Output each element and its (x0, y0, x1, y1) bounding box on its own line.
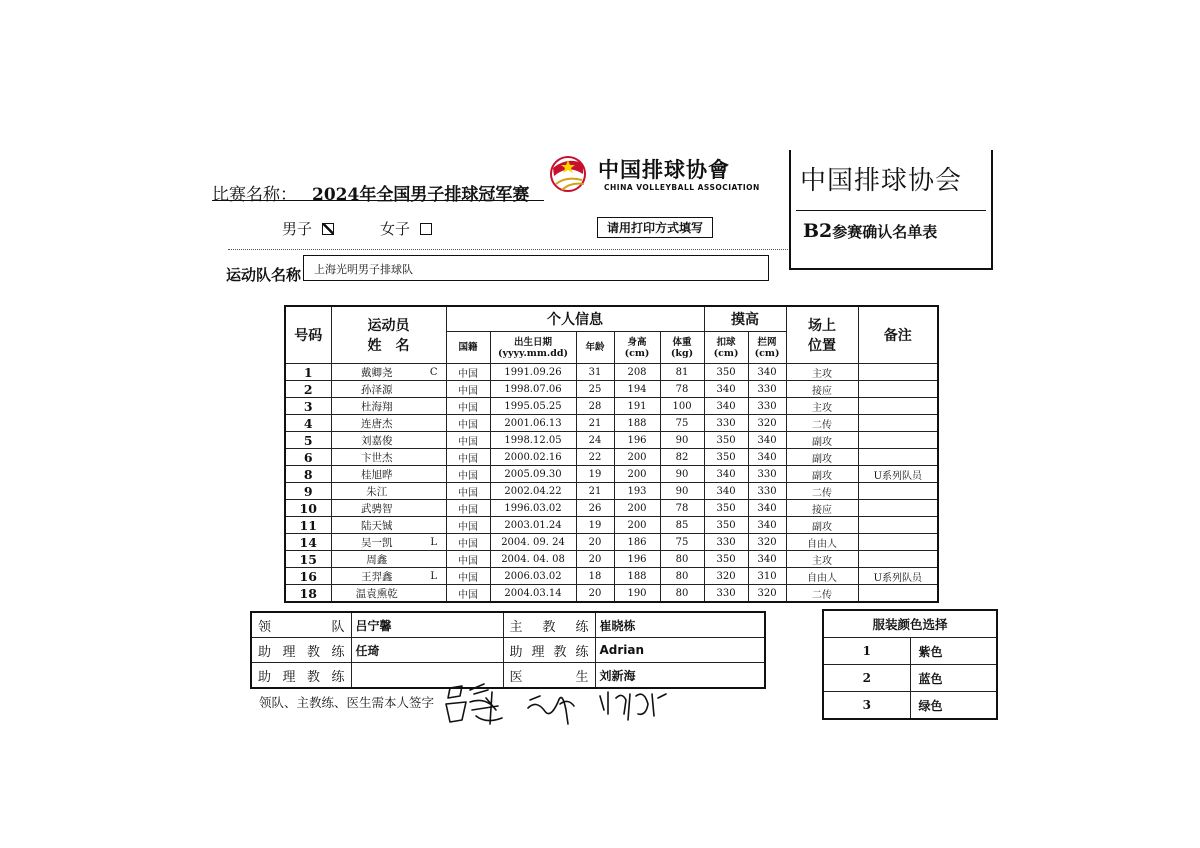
player-spike-reach: 340 (704, 483, 748, 500)
uniform-color-name: 蓝色 (910, 665, 997, 692)
header-personal-info: 个人信息 (446, 306, 704, 332)
player-number: 16 (285, 568, 331, 585)
player-name: 陆天铖 (331, 517, 422, 534)
header-spike-line2: (cm) (713, 347, 739, 359)
player-name: 温袁熏乾 (331, 585, 422, 603)
staff-row (251, 612, 765, 638)
header-athlete-line1: 运动员 (367, 318, 410, 334)
player-weight: 80 (660, 568, 704, 585)
uniform-color-title: 服装颜色选择 (823, 610, 997, 638)
player-position: 二传 (786, 483, 858, 500)
player-birth-date: 2001.06.13 (490, 415, 576, 432)
player-name: 卞世杰 (331, 449, 422, 466)
player-flag (422, 449, 446, 466)
form-title-text: 参赛确认名单表 (832, 223, 938, 241)
player-birth-date: 2004. 09. 24 (490, 534, 576, 551)
player-number: 9 (285, 483, 331, 500)
player-flag (422, 381, 446, 398)
player-position: 主攻 (786, 364, 858, 381)
staff-table (250, 611, 766, 689)
team-name-label: 运动队名称 (226, 266, 302, 284)
player-number: 5 (285, 432, 331, 449)
player-height: 194 (614, 381, 660, 398)
player-block-reach: 320 (748, 585, 786, 603)
player-weight: 100 (660, 398, 704, 415)
table-row (285, 500, 938, 517)
player-birth-date: 1991.09.26 (490, 364, 576, 381)
player-block-reach: 320 (748, 415, 786, 432)
player-remark (858, 551, 938, 568)
player-nationality: 中国 (446, 568, 490, 585)
player-remark (858, 364, 938, 381)
player-number: 18 (285, 585, 331, 603)
player-block-reach: 340 (748, 551, 786, 568)
team-name-value: 上海光明男子排球队 (314, 263, 413, 276)
player-nationality: 中国 (446, 381, 490, 398)
staff-role: 助理教练 (251, 663, 351, 689)
player-nationality: 中国 (446, 551, 490, 568)
player-nationality: 中国 (446, 483, 490, 500)
roster-body (285, 364, 938, 603)
player-number: 4 (285, 415, 331, 432)
player-remark (858, 500, 938, 517)
uniform-color-name: 紫色 (910, 638, 997, 665)
player-name: 刘嘉俊 (331, 432, 422, 449)
player-flag: C (422, 364, 446, 381)
player-block-reach: 340 (748, 432, 786, 449)
team-name-field[interactable] (303, 255, 769, 281)
player-remark (858, 483, 938, 500)
female-checkbox[interactable] (420, 223, 432, 235)
player-height: 188 (614, 568, 660, 585)
player-spike-reach: 330 (704, 415, 748, 432)
signature-instruction: 领队、主教练、医生需本人签字 (259, 695, 435, 710)
player-age: 19 (576, 517, 614, 534)
staff-name: 吕宁馨 (351, 612, 503, 638)
header-nationality: 国籍 (446, 332, 490, 364)
header-height-line1: 身高 (627, 336, 647, 348)
uniform-color-row (823, 665, 997, 692)
player-spike-reach: 330 (704, 585, 748, 603)
player-flag (422, 551, 446, 568)
player-position: 二传 (786, 415, 858, 432)
player-name: 桂旭晔 (331, 466, 422, 483)
uniform-color-number: 2 (823, 665, 910, 692)
player-flag: L (422, 568, 446, 585)
header-number: 号码 (285, 306, 331, 364)
player-birth-date: 2006.03.02 (490, 568, 576, 585)
staff-body (251, 612, 765, 688)
player-spike-reach: 350 (704, 551, 748, 568)
form-code: B2 (803, 220, 833, 242)
player-number: 11 (285, 517, 331, 534)
player-height: 200 (614, 449, 660, 466)
staff-role: 助理教练 (503, 638, 595, 663)
male-checkbox[interactable] (322, 223, 334, 235)
table-row (285, 364, 938, 381)
player-spike-reach: 350 (704, 432, 748, 449)
table-row (285, 398, 938, 415)
player-block-reach: 340 (748, 500, 786, 517)
competition-name: 2024年全国男子排球冠军赛 (312, 185, 530, 205)
table-row (285, 415, 938, 432)
header-block-line1: 拦网 (757, 336, 777, 348)
player-weight: 82 (660, 449, 704, 466)
player-flag (422, 466, 446, 483)
header-weight (660, 332, 704, 364)
player-height: 186 (614, 534, 660, 551)
print-instruction: 请用打印方式填写 (597, 217, 713, 238)
player-remark (858, 517, 938, 534)
player-block-reach: 330 (748, 381, 786, 398)
table-row (285, 432, 938, 449)
player-age: 28 (576, 398, 614, 415)
player-spike-reach: 320 (704, 568, 748, 585)
gender-female-label: 女子 (380, 220, 411, 238)
header-weight-line2: (kg) (670, 347, 694, 359)
brand-divider (796, 210, 986, 211)
player-age: 20 (576, 551, 614, 568)
player-position: 副攻 (786, 466, 858, 483)
player-flag (422, 483, 446, 500)
player-flag (422, 398, 446, 415)
player-nationality: 中国 (446, 364, 490, 381)
uniform-color-name: 绿色 (910, 692, 997, 720)
player-nationality: 中国 (446, 466, 490, 483)
header-remarks: 备注 (858, 306, 938, 364)
org-name: 中国排球协会 (800, 166, 963, 196)
player-number: 1 (285, 364, 331, 381)
player-spike-reach: 350 (704, 517, 748, 534)
player-height: 200 (614, 466, 660, 483)
player-age: 20 (576, 534, 614, 551)
header-position-line1: 场上 (808, 318, 837, 334)
header-athlete (331, 306, 446, 364)
player-age: 22 (576, 449, 614, 466)
player-age: 21 (576, 415, 614, 432)
player-spike-reach: 340 (704, 381, 748, 398)
staff-role: 领队 (251, 612, 351, 638)
player-position: 接应 (786, 381, 858, 398)
player-remark: U系列队员 (858, 568, 938, 585)
player-birth-date: 2005.09.30 (490, 466, 576, 483)
player-height: 191 (614, 398, 660, 415)
header-birth (490, 332, 576, 364)
header-height-line2: (cm) (624, 347, 650, 359)
player-block-reach: 340 (748, 364, 786, 381)
player-age: 21 (576, 483, 614, 500)
player-name: 武骋智 (331, 500, 422, 517)
player-position: 副攻 (786, 449, 858, 466)
player-flag (422, 585, 446, 603)
player-position: 主攻 (786, 551, 858, 568)
header-athlete-line2: 姓 名 (367, 338, 410, 354)
player-spike-reach: 350 (704, 364, 748, 381)
player-birth-date: 2002.04.22 (490, 483, 576, 500)
player-weight: 81 (660, 364, 704, 381)
logo-chinese-text: 中国排球协會 (598, 157, 730, 182)
header-block-line2: (cm) (754, 347, 780, 359)
player-nationality: 中国 (446, 415, 490, 432)
player-number: 10 (285, 500, 331, 517)
player-position: 接应 (786, 500, 858, 517)
player-weight: 75 (660, 534, 704, 551)
player-remark (858, 398, 938, 415)
player-age: 19 (576, 466, 614, 483)
player-weight: 78 (660, 381, 704, 398)
player-block-reach: 330 (748, 398, 786, 415)
player-flag (422, 517, 446, 534)
player-nationality: 中国 (446, 534, 490, 551)
logo-english-text: CHINA VOLLEYBALL ASSOCIATION (604, 183, 760, 192)
player-nationality: 中国 (446, 398, 490, 415)
uniform-color-number: 3 (823, 692, 910, 720)
staff-role: 助理教练 (251, 638, 351, 663)
form-title (803, 220, 937, 242)
player-block-reach: 340 (748, 449, 786, 466)
player-spike-reach: 340 (704, 466, 748, 483)
player-age: 31 (576, 364, 614, 381)
player-position: 主攻 (786, 398, 858, 415)
header-position-line2: 位置 (808, 338, 837, 354)
gender-male (282, 218, 334, 239)
player-birth-date: 1995.05.25 (490, 398, 576, 415)
player-birth-date: 1998.07.06 (490, 381, 576, 398)
table-row (285, 568, 938, 585)
player-birth-date: 1996.03.02 (490, 500, 576, 517)
player-remark (858, 534, 938, 551)
player-spike-reach: 340 (704, 398, 748, 415)
competition-underline (212, 200, 544, 201)
header-weight-line1: 体重 (672, 336, 692, 348)
player-flag (422, 500, 446, 517)
header-age: 年龄 (576, 332, 614, 364)
player-remark (858, 432, 938, 449)
player-name: 戴卿尧 (331, 364, 422, 381)
player-spike-reach: 350 (704, 500, 748, 517)
player-height: 200 (614, 500, 660, 517)
player-block-reach: 330 (748, 483, 786, 500)
player-nationality: 中国 (446, 449, 490, 466)
player-height: 196 (614, 551, 660, 568)
table-row (285, 466, 938, 483)
table-row (285, 534, 938, 551)
player-birth-date: 2003.01.24 (490, 517, 576, 534)
player-remark (858, 415, 938, 432)
player-flag (422, 415, 446, 432)
roster-table (284, 305, 939, 603)
player-nationality: 中国 (446, 500, 490, 517)
player-number: 14 (285, 534, 331, 551)
header-reach: 摸高 (704, 306, 786, 332)
uniform-color-table (822, 609, 998, 720)
player-position: 自由人 (786, 534, 858, 551)
player-name: 孙泽源 (331, 381, 422, 398)
uniform-color-row (823, 692, 997, 720)
header-height (614, 332, 660, 364)
player-weight: 80 (660, 585, 704, 603)
header-birth-line1: 出生日期 (513, 336, 552, 348)
handwritten-signatures-icon (440, 680, 680, 730)
staff-role: 主教练 (503, 612, 595, 638)
uniform-color-number: 1 (823, 638, 910, 665)
player-weight: 90 (660, 432, 704, 449)
staff-name: Adrian (595, 638, 765, 663)
player-height: 188 (614, 415, 660, 432)
player-weight: 80 (660, 551, 704, 568)
table-row (285, 483, 938, 500)
player-birth-date: 1998.12.05 (490, 432, 576, 449)
player-age: 18 (576, 568, 614, 585)
table-row (285, 551, 938, 568)
player-height: 190 (614, 585, 660, 603)
table-row (285, 381, 938, 398)
staff-name: 崔晓栋 (595, 612, 765, 638)
header-block (748, 332, 786, 364)
player-flag (422, 432, 446, 449)
player-remark (858, 585, 938, 603)
table-row (285, 517, 938, 534)
player-nationality: 中国 (446, 585, 490, 603)
table-row (285, 585, 938, 603)
player-position: 副攻 (786, 517, 858, 534)
staff-name: 刘新海 (595, 663, 765, 689)
player-block-reach: 330 (748, 466, 786, 483)
player-height: 200 (614, 517, 660, 534)
player-name: 朱江 (331, 483, 422, 500)
player-flag: L (422, 534, 446, 551)
uniform-color-body (823, 638, 997, 720)
player-number: 15 (285, 551, 331, 568)
player-height: 193 (614, 483, 660, 500)
staff-name: 任琦 (351, 638, 503, 663)
header-spike (704, 332, 748, 364)
player-position: 二传 (786, 585, 858, 603)
player-birth-date: 2004. 04. 08 (490, 551, 576, 568)
player-spike-reach: 350 (704, 449, 748, 466)
player-position: 自由人 (786, 568, 858, 585)
player-remark (858, 381, 938, 398)
player-position: 副攻 (786, 432, 858, 449)
player-height: 208 (614, 364, 660, 381)
uniform-color-row (823, 638, 997, 665)
player-birth-date: 2000.02.16 (490, 449, 576, 466)
player-weight: 78 (660, 500, 704, 517)
player-age: 20 (576, 585, 614, 603)
player-nationality: 中国 (446, 517, 490, 534)
player-name: 连唐杰 (331, 415, 422, 432)
player-weight: 90 (660, 466, 704, 483)
player-name: 吴一凯 (331, 534, 422, 551)
player-name: 周鑫 (331, 551, 422, 568)
dotted-divider (228, 249, 788, 250)
header-spike-line1: 扣球 (716, 336, 736, 348)
table-row (285, 449, 938, 466)
player-name: 杜海翔 (331, 398, 422, 415)
header-birth-line2: (yyyy.mm.dd) (498, 347, 568, 359)
player-remark: U系列队员 (858, 466, 938, 483)
player-age: 26 (576, 500, 614, 517)
player-number: 3 (285, 398, 331, 415)
player-weight: 90 (660, 483, 704, 500)
player-number: 6 (285, 449, 331, 466)
player-age: 24 (576, 432, 614, 449)
player-height: 196 (614, 432, 660, 449)
header-position (786, 306, 858, 364)
player-number: 2 (285, 381, 331, 398)
player-nationality: 中国 (446, 432, 490, 449)
player-age: 25 (576, 381, 614, 398)
player-weight: 75 (660, 415, 704, 432)
player-weight: 85 (660, 517, 704, 534)
player-remark (858, 449, 938, 466)
competition-label: 比赛名称： (212, 185, 297, 205)
staff-role: 医生 (503, 663, 595, 689)
player-block-reach: 310 (748, 568, 786, 585)
player-block-reach: 340 (748, 517, 786, 534)
gender-female (380, 218, 432, 239)
player-spike-reach: 330 (704, 534, 748, 551)
player-block-reach: 320 (748, 534, 786, 551)
player-name: 王羿鑫 (331, 568, 422, 585)
staff-row (251, 638, 765, 663)
player-number: 8 (285, 466, 331, 483)
player-birth-date: 2004.03.14 (490, 585, 576, 603)
gender-male-label: 男子 (282, 220, 313, 238)
